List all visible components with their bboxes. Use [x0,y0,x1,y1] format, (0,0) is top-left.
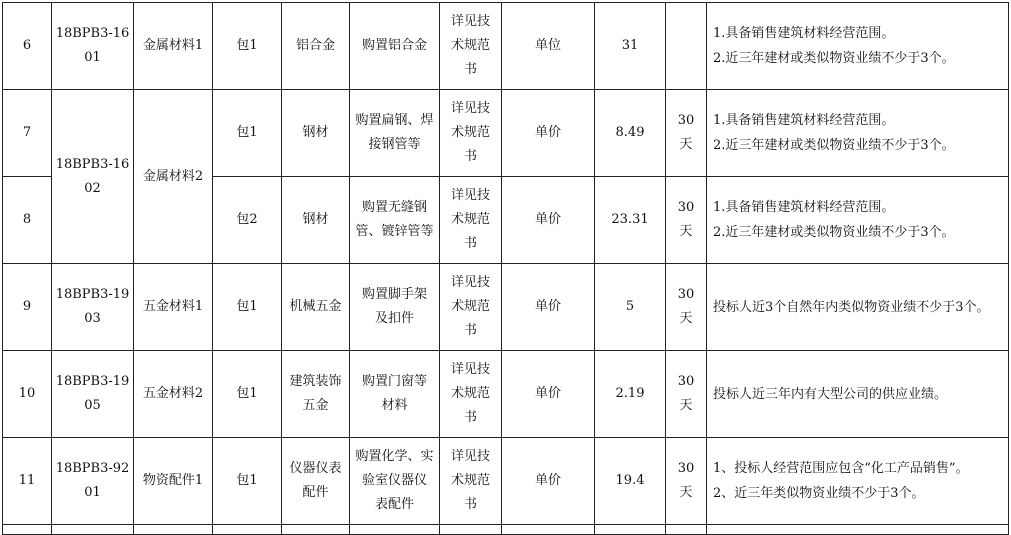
price: 19.4 [595,438,666,525]
table-row [3,90,1009,177]
price: 2.19 [595,351,666,438]
category: 五金材料2 [134,351,213,438]
project-code: 18BPB3-16 01 [52,3,134,90]
qualification-requirement: 1、投标人经营范围应包含“化工产品销售”。 2、近三年类似物资业绩不少于3个。 [707,438,1009,525]
material: 建筑装饰 五金 [282,351,350,438]
unit: 单价 [502,177,595,264]
purchase-content: 购置化学、实 验室仪器仪 表配件 [350,438,440,525]
delivery-days: 30 天 [666,90,707,177]
category: 物资配件1 [134,438,213,525]
unit: 单价 [502,351,595,438]
package: 包1 [213,351,282,438]
price: 31 [595,3,666,90]
delivery-days: 30 天 [666,264,707,351]
material: 钢材 [282,177,350,264]
category: 金属材料1 [134,3,213,90]
project-code: 18BPB3-19 03 [52,264,134,351]
qualification-requirement: 1.具备销售建筑材料经营范围。 2.近三年建材或类似物资业绩不少于3个。 [707,90,1009,177]
table-row [3,264,1009,351]
procurement-table [2,2,1009,535]
table-row [3,525,1009,535]
package: 包1 [213,3,282,90]
purchase-content: 购置扁钢、焊 接钢管等 [350,90,440,177]
spec-requirement: 详见技 术规范 书 [440,264,502,351]
package: 包1 [213,438,282,525]
material: 机械五金 [282,264,350,351]
project-code: 18BPB3-92 01 [52,438,134,525]
row-number: 6 [3,3,52,90]
project-code: 18BPB3-19 05 [52,351,134,438]
package: 包1 [213,90,282,177]
qualification-requirement: 1.具备销售建筑材料经营范围。 2.近三年建材或类似物资业绩不少于3个。 [707,3,1009,90]
purchase-content: 购置无缝钢 管、镀锌管等 [350,177,440,264]
table-row [3,351,1009,438]
material: 仪器仪表 配件 [282,438,350,525]
category: 金属材料2 [134,90,213,264]
delivery-days: 30 天 [666,177,707,264]
unit: 单价 [502,438,595,525]
purchase-content: 购置脚手架 及扣件 [350,264,440,351]
price: 23.31 [595,177,666,264]
qualification-requirement: 投标人近三年内有大型公司的供应业绩。 [707,351,1009,438]
material: 钢材 [282,90,350,177]
table-row [3,3,1009,90]
unit: 单位 [502,3,595,90]
spec-requirement: 详见技 术规范 书 [440,351,502,438]
row-number: 10 [3,351,52,438]
delivery-days: 30 天 [666,438,707,525]
unit: 单价 [502,90,595,177]
package: 包1 [213,264,282,351]
price: 5 [595,264,666,351]
spec-requirement: 详见技 术规范 书 [440,177,502,264]
project-code: 18BPB3-16 02 [52,90,134,264]
delivery-days: 30 天 [666,351,707,438]
qualification-requirement: 1.具备销售建筑材料经营范围。 2.近三年建材或类似物资业绩不少于3个。 [707,177,1009,264]
row-number: 11 [3,438,52,525]
spec-requirement: 详见技 术规范 书 [440,438,502,525]
row-number: 8 [3,177,52,264]
category: 五金材料1 [134,264,213,351]
delivery-days [666,3,707,90]
package: 包2 [213,177,282,264]
spec-requirement: 详见技 术规范 书 [440,3,502,90]
unit: 单价 [502,264,595,351]
row-number: 9 [3,264,52,351]
material: 铝合金 [282,3,350,90]
table-row [3,438,1009,525]
qualification-requirement: 投标人近3个自然年内类似物资业绩不少于3个。 [707,264,1009,351]
price: 8.49 [595,90,666,177]
purchase-content: 购置门窗等 材料 [350,351,440,438]
spec-requirement: 详见技 术规范 书 [440,90,502,177]
purchase-content: 购置铝合金 [350,3,440,90]
row-number: 7 [3,90,52,177]
